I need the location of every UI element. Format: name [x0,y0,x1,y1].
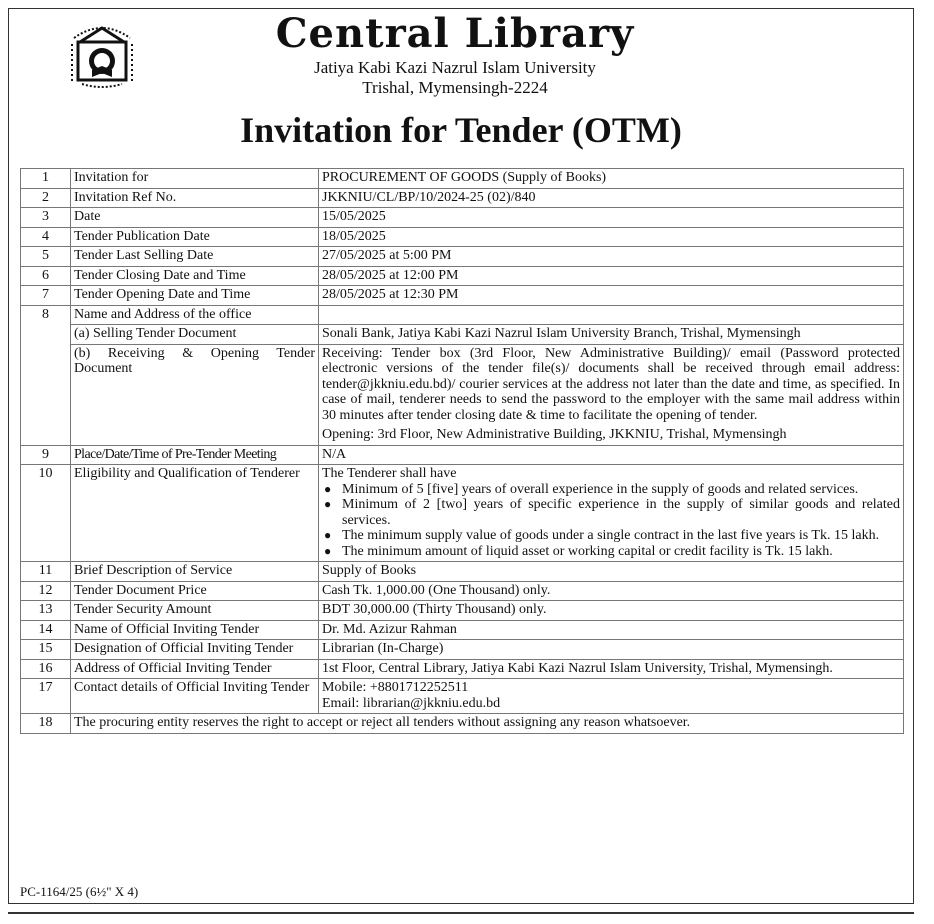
contact-email: Email: librarian@jkkniu.edu.bd [322,695,501,711]
row-value: 27/05/2025 at 5:00 PM [319,247,904,267]
university-name: Jatiya Kabi Kazi Nazrul Islam University [314,58,596,77]
table-row [21,169,904,189]
row-number: 3 [21,208,71,228]
list-item: ● Minimum of 5 [five] years of overall experience in the supply of goods and related services. [322,482,900,498]
row-value: BDT 30,000.00 (Thirty Thousand) only. [319,601,904,621]
table-row [21,188,904,208]
row-value: Sonali Bank, Jatiya Kabi Kazi Nazrul Islam University Branch, Trishal, Mymensingh [319,325,904,345]
table-row [21,208,904,228]
table-row [21,679,904,714]
row-number: 15 [21,640,71,660]
table-row [21,601,904,621]
row-value: 1st Floor, Central Library, Jatiya Kabi Kazi Nazrul Islam University, Trishal, Mymensingh. [319,659,904,679]
tender-table [20,168,904,734]
row-number: 17 [21,679,71,714]
eligibility-list [322,482,900,560]
table-row [21,344,904,445]
row-label: Date [71,208,319,228]
row-note: The procuring entity reserves the right to accept or reject all tenders without assigning any reason whatsoever. [71,714,904,734]
row-number: 6 [21,266,71,286]
table-row [21,640,904,660]
eligibility-intro: The Tenderer shall have [322,466,457,481]
bottom-divider [8,912,914,914]
table-row [21,305,904,325]
row-label: Eligibility and Qualification of Tenderer [71,465,319,562]
table-row [21,562,904,582]
table-row [21,465,904,562]
row-value: Librarian (In-Charge) [319,640,904,660]
row-value-empty [319,305,904,325]
row-value [319,344,904,445]
row-value: PROCUREMENT OF GOODS (Supply of Books) [319,169,904,189]
table-row [21,286,904,306]
row-number: 2 [21,188,71,208]
row-label: Tender Publication Date [71,227,319,247]
row-label: Brief Description of Service [71,562,319,582]
row-label: Place/Date/Time of Pre-Tender Meeting [71,445,319,465]
contact-mobile: Mobile: +8801712252511 [322,680,469,695]
university-emblem-icon [66,22,138,88]
row-number: 1 [21,169,71,189]
row-label: Name of Official Inviting Tender [71,620,319,640]
list-item: ● The minimum amount of liquid asset or working capital or credit facility is Tk. 15 lakh. [322,544,900,560]
row-label: Designation of Official Inviting Tender [71,640,319,660]
row-label: Name and Address of the office [71,305,319,325]
row-value: Cash Tk. 1,000.00 (One Thousand) only. [319,581,904,601]
row-number: 14 [21,620,71,640]
row-label: Tender Closing Date and Time [71,266,319,286]
row-label: Invitation for [71,169,319,189]
row-number: 18 [21,714,71,734]
row-value [319,465,904,562]
table-row [21,227,904,247]
row-label: Tender Document Price [71,581,319,601]
row-value: 28/05/2025 at 12:00 PM [319,266,904,286]
row-value: 28/05/2025 at 12:30 PM [319,286,904,306]
table-row [21,620,904,640]
row-label: (a) Selling Tender Document [71,325,319,345]
table-row [21,714,904,734]
row-number: 13 [21,601,71,621]
receiving-text: Receiving: Tender box (3rd Floor, New Administrative Building)/ email (Password protected electronic versions of the tender file(s)/ documents shall be received through email address: tender@jkkniu.edu.bd)/ courier services at the address not later than the date and time, as specified. In case of mail, tenderer needs to send the password to the employer with the same mail address within 30 minutes after tender closing date & time to facilitate the opening of tender. [322,345,900,423]
university-address: Trishal, Mymensingh-2224 [362,78,548,97]
row-value: JKKNIU/CL/BP/10/2024-25 (02)/840 [319,188,904,208]
row-value [319,679,904,714]
row-number: 8 [21,305,71,445]
row-value: Supply of Books [319,562,904,582]
row-number: 10 [21,465,71,562]
row-label: Invitation Ref No. [71,188,319,208]
row-label: Tender Last Selling Date [71,247,319,267]
table-row [21,247,904,267]
print-code: PC-1164/25 (6½" X 4) [20,884,139,899]
row-label: Tender Opening Date and Time [71,286,319,306]
row-value: Dr. Md. Azizur Rahman [319,620,904,640]
row-label: Address of Official Inviting Tender [71,659,319,679]
row-number: 12 [21,581,71,601]
notice-heading: Invitation for Tender (OTM) [240,110,682,150]
opening-text: Opening: 3rd Floor, New Administrative Building, JKKNIU, Trishal, Mymensingh [322,427,787,442]
row-number: 16 [21,659,71,679]
table-row [21,445,904,465]
list-item: ● Minimum of 2 [two] years of specific experience in the supply of similar goods and related services. [322,497,900,528]
row-value: 15/05/2025 [319,208,904,228]
row-number: 4 [21,227,71,247]
row-label: (b) Receiving & Opening Tender Document [71,344,319,445]
row-number: 5 [21,247,71,267]
library-title: Central Library [275,10,635,57]
table-row [21,581,904,601]
list-item: ● The minimum supply value of goods under a single contract in the last five years is Tk. 15 lakh. [322,528,900,544]
row-value: 18/05/2025 [319,227,904,247]
table-row [21,659,904,679]
row-value: N/A [319,445,904,465]
row-label: Contact details of Official Inviting Tender [71,679,319,714]
row-number: 7 [21,286,71,306]
row-label: Tender Security Amount [71,601,319,621]
row-number: 11 [21,562,71,582]
table-row [21,266,904,286]
table-row [21,325,904,345]
row-number: 9 [21,445,71,465]
